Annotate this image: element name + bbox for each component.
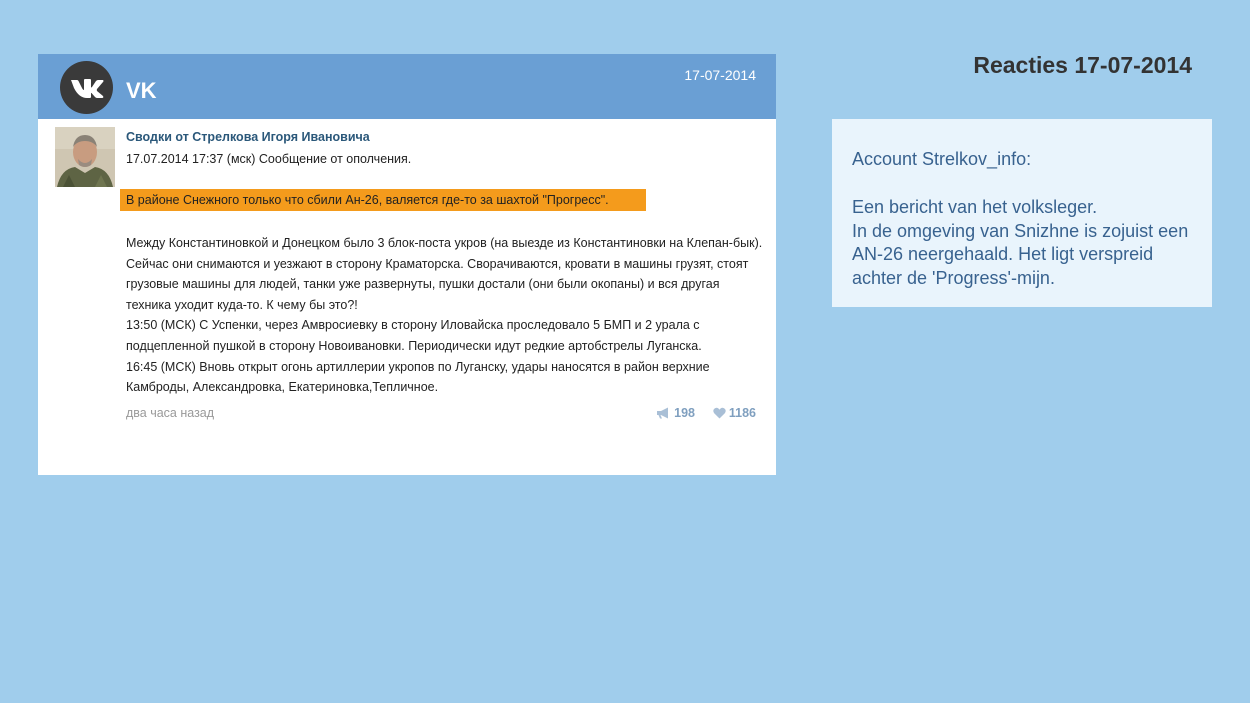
post-body bbox=[126, 233, 766, 398]
translation-box bbox=[832, 119, 1212, 307]
vk-header-date: 17-07-2014 bbox=[684, 67, 756, 83]
translation-body bbox=[852, 196, 1192, 290]
vk-post-card bbox=[38, 54, 776, 475]
like-button[interactable] bbox=[713, 406, 756, 420]
post-paragraph: Между Константиновкой и Донецком было 3 блок-поста укров (на выезде из Константиновки на Клепан-бык). Сейчас они снимаются и уезжают в сторону Краматорска. Сворачиваются, кровати в машины грузят, стоят грузовые машины для людей, танки уже развернуты, пушки достали (они были окопаны) и вся другая техника уходит куда-то. К чему бы это?! bbox=[126, 236, 763, 312]
vk-header bbox=[38, 54, 776, 119]
page-heading: Reacties 17-07-2014 bbox=[973, 52, 1192, 78]
translation-line: Een bericht van het volksleger. bbox=[852, 197, 1098, 217]
share-button[interactable] bbox=[656, 406, 695, 420]
like-count: 1186 bbox=[728, 406, 756, 420]
post-timestamp[interactable]: два часа назад bbox=[126, 406, 215, 420]
vk-brand-name: VK bbox=[126, 78, 157, 103]
author-avatar[interactable] bbox=[55, 127, 115, 187]
highlighted-message: В районе Снежного только что сбили Ан-26, валяется где-то за шахтой "Прогресс". bbox=[120, 189, 646, 211]
share-count: 198 bbox=[674, 406, 695, 420]
post-paragraph: 16:45 (МСК) Вновь открыт огонь артиллерии укропов по Луганску, удары наносятся в район верхние Камброды, Александровка, Екатериновка,Тепличное. bbox=[126, 359, 710, 395]
megaphone-icon bbox=[656, 407, 671, 419]
translation-title: Account Strelkov_info: bbox=[852, 149, 1032, 169]
vk-logo-icon bbox=[60, 61, 113, 114]
post-subline: 17.07.2014 17:37 (мск) Сообщение от ополчения. bbox=[126, 152, 412, 166]
heart-icon bbox=[713, 407, 726, 419]
post-author-link[interactable]: Сводки от Стрелкова Игоря Ивановича bbox=[126, 130, 370, 144]
translation-line: In de omgeving van Snizhne is zojuist een AN-26 neergehaald. Het ligt verspreid achter de 'Progress'-mijn. bbox=[852, 220, 1189, 288]
post-paragraph: 13:50 (МСК) С Успенки, через Амвросиевку в сторону Иловайска проследовало 5 БМП и 2 урала с подцепленной пушкой в сторону Новоивановки. Периодически идут редкие артобстрелы Луганска. bbox=[126, 318, 702, 353]
